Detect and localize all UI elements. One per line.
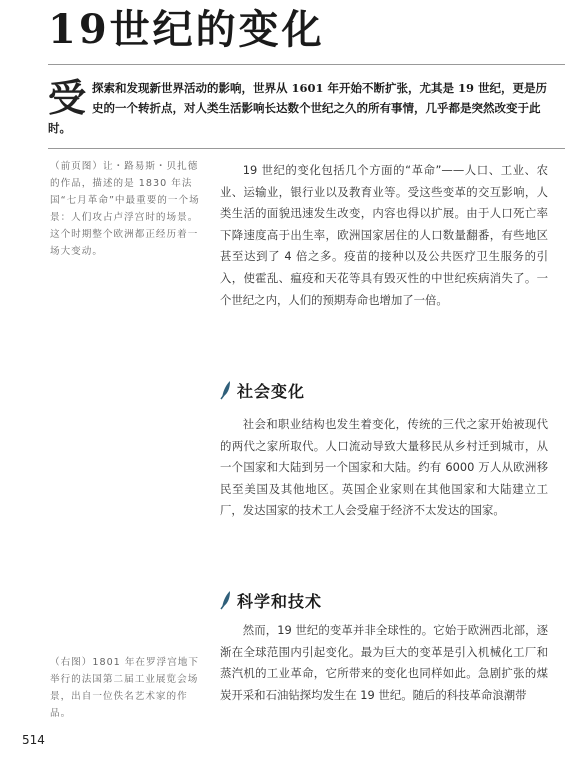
intro-divider (48, 148, 565, 149)
intro-text: 探索和发现新世界活动的影响，世界从 1601 年开始不断扩张，尤其是 19 世纪，更是历史的一个转折点，对人类生活影响长达数个世纪之久的所有事情，几乎都是突然改变于此时。 (48, 81, 548, 135)
leaf-quill-icon (220, 380, 232, 400)
body-paragraph-1 (220, 160, 548, 311)
body-paragraph-2 (220, 414, 548, 522)
section-heading-social (220, 378, 305, 402)
page-number: 514 (22, 733, 45, 747)
body-paragraph-3 (220, 620, 548, 738)
paragraph-text: 19 世纪的变化包括几个方面的“革命”——人口、工业、农业、运输业，银行业以及教育业等。受这些变革的交互影响，人类生活的面貌迅速发生改变，内容也得以扩展。由于人口死亡率下降速度高于出生率，欧洲国家居住的人口数量翻番，有些地区甚至达到了 4 倍之多。疫苗的接种以及公共医疗卫生服务的引入，使霍乱、瘟疫和天花等具有毁灭性的中世纪疾病消失了。一个世纪之内，人们的预期寿命也增加了一倍。 (220, 163, 548, 307)
caption-previous-page-image: （前页图）让・路易斯・贝扎德的作品，描述的是 1830 年法国“七月革命”中最重要的一个场景：人们攻占卢浮宫时的场景。这个时期整个欧洲都正经历着一场大变动。 (50, 161, 200, 257)
page-title: 19世纪的变化 (48, 6, 325, 53)
title-divider (48, 64, 565, 65)
intro-dropcap: 受 (48, 75, 87, 120)
intro-block (48, 75, 548, 138)
caption-right-image: （右图）1801 年在罗浮宫地下举行的法国第二届工业展览会场景，出自一位佚名艺术家的作品。 (50, 657, 199, 719)
paragraph-text: 然而，19 世纪的变革并非全球性的。它始于欧洲西北部，逐渐在全球范围内引起变化。最为巨大的变革是引入机械化工厂和蒸汽机的工业革命，它所带来的变化也同样如此。急剧扩张的煤炭开采和石油钻探均发生在 19 世纪。随后的科技革命浪潮带 (220, 623, 548, 702)
leaf-quill-icon (220, 590, 232, 610)
section-heading-label: 科学和技术 (237, 591, 323, 611)
section-heading-science (220, 588, 322, 612)
section-heading-label: 社会变化 (237, 381, 306, 401)
paragraph-text: 社会和职业结构也发生着变化，传统的三代之家开始被现代的两代之家所取代。人口流动导致大量移民从乡村迁到城市，从一个国家和大陆到另一个国家和大陆。约有 6000 万人从欧洲移民至美国及其他地区。英国企业家则在其他国家和大陆建立工厂，发达国家的技术工人会受雇于经济不太发达的国家。 (220, 417, 548, 518)
